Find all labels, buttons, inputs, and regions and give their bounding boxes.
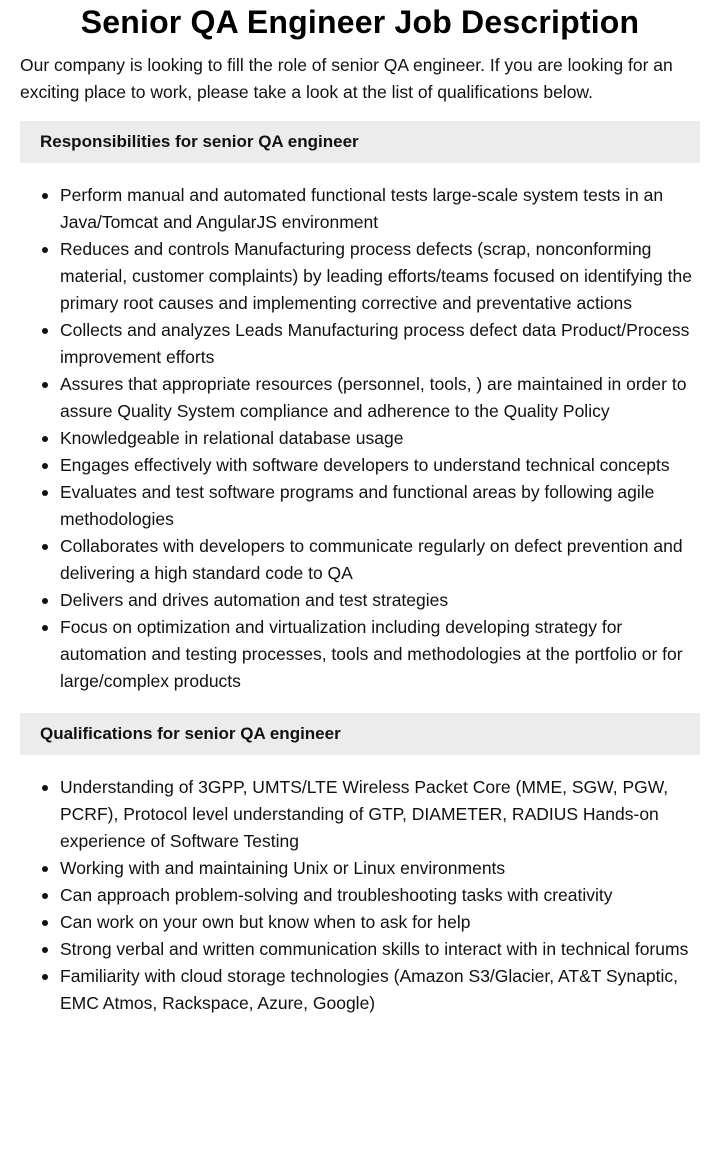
- page-title: Senior QA Engineer Job Description: [80, 4, 640, 40]
- responsibility-item: Assures that appropriate resources (personnel, tools, ) are maintained in order to assure Quality System compliance and adherence to the Quality Policy: [60, 371, 700, 425]
- responsibility-item: Collects and analyzes Leads Manufacturing process defect data Product/Process improvement efforts: [60, 317, 700, 371]
- responsibilities-list: [20, 182, 700, 695]
- qualification-item: Working with and maintaining Unix or Linux environments: [60, 855, 700, 882]
- intro-paragraph: Our company is looking to fill the role of senior QA engineer. If you are looking for an exciting place to work, please take a look at the list of qualifications below.: [20, 55, 673, 102]
- qualification-item: Can work on your own but know when to ask for help: [60, 909, 700, 936]
- responsibility-item: Perform manual and automated functional tests large-scale system tests in an Java/Tomcat and AngularJS environment: [60, 182, 700, 236]
- responsibility-item: Collaborates with developers to communicate regularly on defect prevention and delivering a high standard code to QA: [60, 533, 700, 587]
- responsibility-item: Evaluates and test software programs and functional areas by following agile methodologies: [60, 479, 700, 533]
- responsibility-item: Reduces and controls Manufacturing process defects (scrap, nonconforming material, customer complaints) by leading efforts/teams focused on identifying the primary root causes and implementing corrective and preventative actions: [60, 236, 700, 317]
- qualification-item: Understanding of 3GPP, UMTS/LTE Wireless Packet Core (MME, SGW, PGW, PCRF), Protocol level understanding of GTP, DIAMETER, RADIUS Hands-on experience of Software Testing: [60, 774, 700, 855]
- qualifications-list: [20, 774, 700, 1017]
- responsibility-item: Delivers and drives automation and test strategies: [60, 587, 700, 614]
- qualification-item: Can approach problem-solving and troubleshooting tasks with creativity: [60, 882, 700, 909]
- responsibilities-heading: Responsibilities for senior QA engineer: [20, 121, 700, 163]
- qualifications-heading: Qualifications for senior QA engineer: [20, 713, 700, 755]
- qualification-item: Strong verbal and written communication skills to interact with in technical forums: [60, 936, 700, 963]
- responsibility-item: Focus on optimization and virtualization including developing strategy for automation and testing processes, tools and methodologies at the portfolio or for large/complex products: [60, 614, 700, 695]
- responsibility-item: Engages effectively with software developers to understand technical concepts: [60, 452, 700, 479]
- responsibility-item: Knowledgeable in relational database usage: [60, 425, 700, 452]
- qualification-item: Familiarity with cloud storage technologies (Amazon S3/Glacier, AT&T Synaptic, EMC Atmos, Rackspace, Azure, Google): [60, 963, 700, 1017]
